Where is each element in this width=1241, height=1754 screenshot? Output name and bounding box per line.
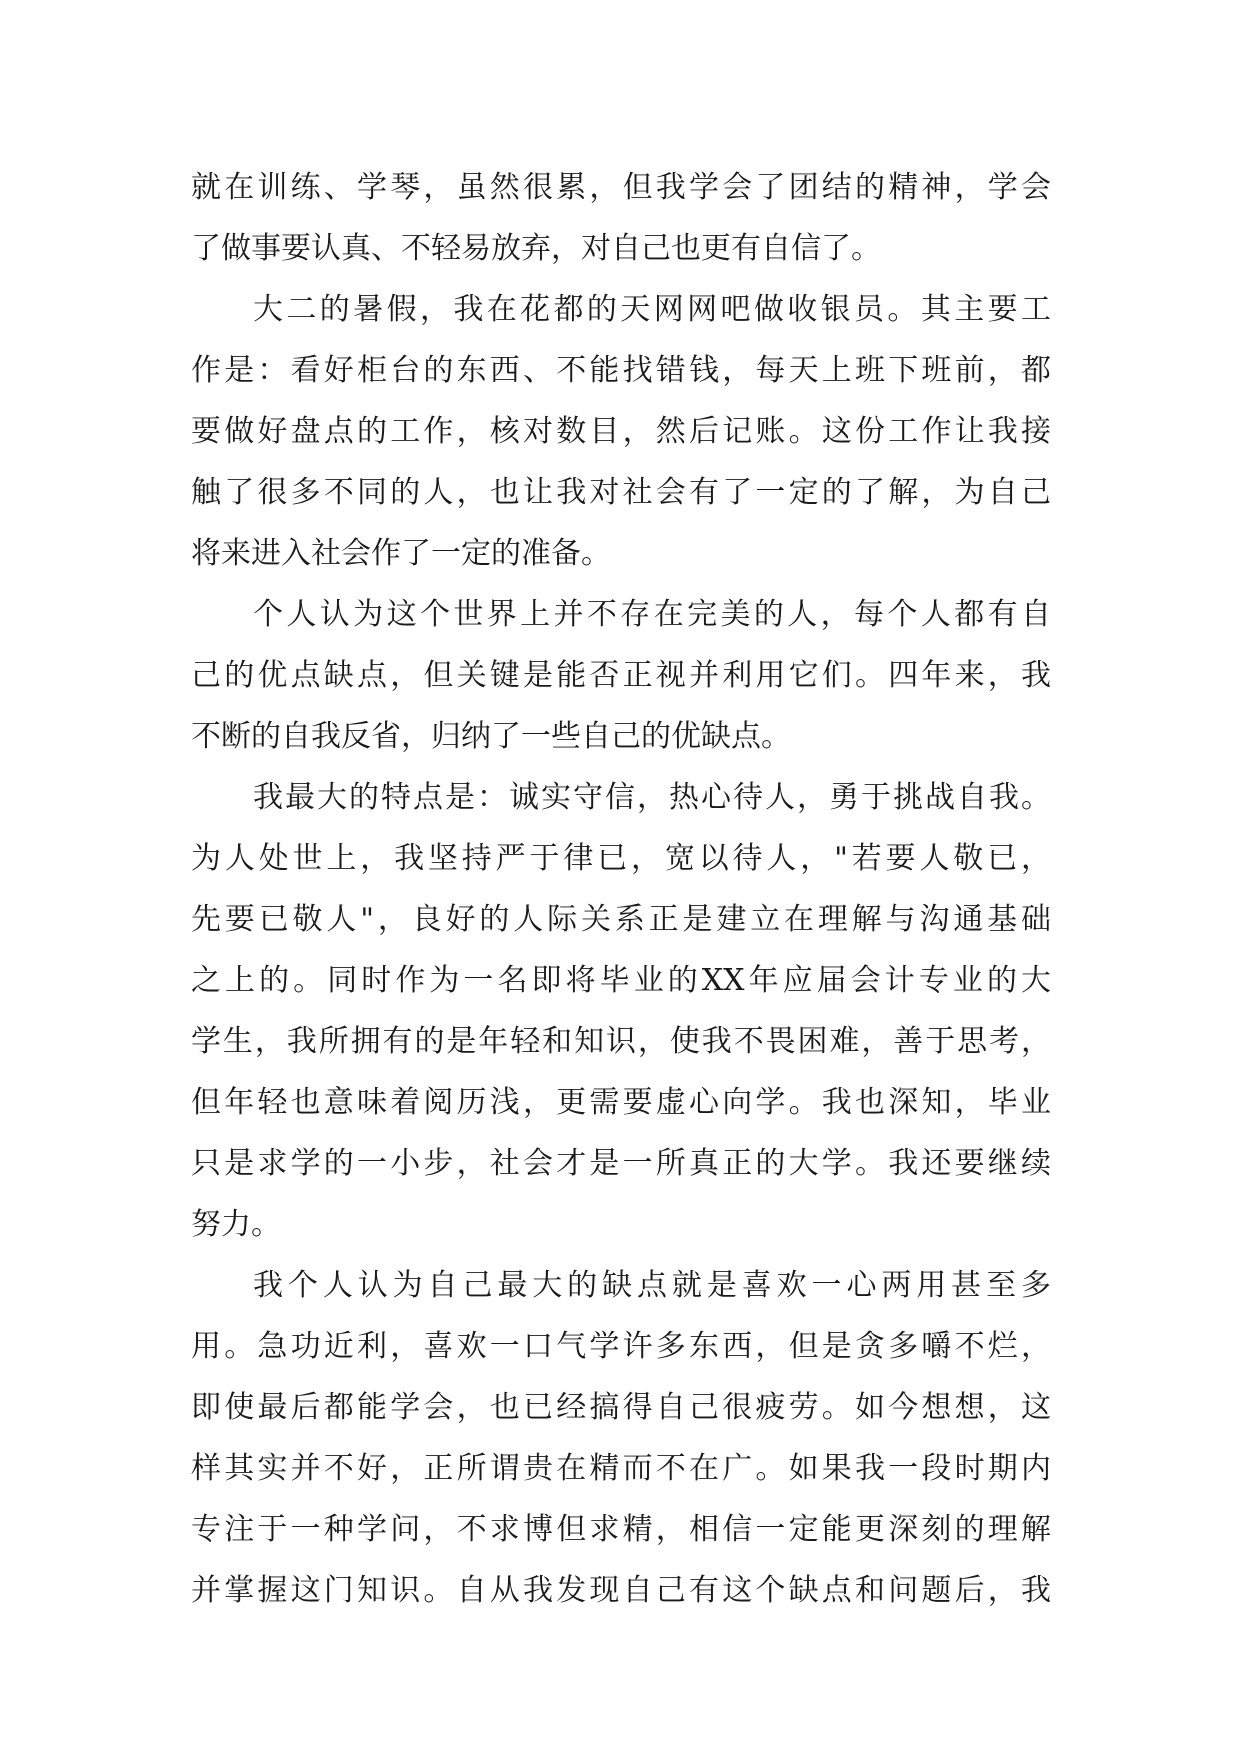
text-line: 触了很多不同的人，也让我对社会有了一定的了解，为自己 [191, 475, 1051, 510]
text-line: 不断的自我反省，归纳了一些自己的优缺点。 [191, 719, 791, 754]
text-line: 专注于一种学问，不求博但求精，相信一定能更深刻的理解 [191, 1512, 1051, 1547]
paragraph-4 [191, 767, 1051, 1255]
text-line: 并掌握这门知识。自从我发现自己有这个缺点和问题后，我 [191, 1573, 1051, 1608]
text-line: 大二的暑假，我在花都的天网网吧做收银员。其主要工 [253, 292, 1051, 327]
text-line: 样其实并不好，正所谓贵在精而不在广。如果我一段时期内 [191, 1451, 1051, 1486]
text-line: 我个人认为自己最大的缺点就是喜欢一心两用甚至多 [253, 1268, 1051, 1303]
text-line: 之上的。同时作为一名即将毕业的XX年应届会计专业的大 [191, 963, 1051, 998]
paragraph-5 [191, 1255, 1051, 1621]
text-line: 先要已敬人"，良好的人际关系正是建立在理解与沟通基础 [191, 902, 1051, 937]
text-line: 了做事要认真、不轻易放弃，对自己也更有自信了。 [191, 231, 881, 266]
paragraph-1 [191, 157, 1051, 279]
text-line: 要做好盘点的工作，核对数目，然后记账。这份工作让我接 [191, 414, 1051, 449]
text-line: 只是求学的一小步，社会才是一所真正的大学。我还要继续 [191, 1146, 1051, 1181]
paragraph-3 [191, 584, 1051, 767]
text-line: 即使最后都能学会，也已经搞得自己很疲劳。如今想想，这 [191, 1390, 1051, 1425]
document-body [191, 157, 1051, 1621]
text-line: 就在训练、学琴，虽然很累，但我学会了团结的精神，学会 [191, 170, 1051, 205]
text-line: 个人认为这个世界上并不存在完美的人，每个人都有自 [253, 597, 1051, 632]
paragraph-2 [191, 279, 1051, 584]
text-line: 用。急功近利，喜欢一口气学许多东西，但是贪多嚼不烂， [191, 1329, 1051, 1364]
text-line: 为人处世上，我坚持严于律已，宽以待人，"若要人敬已， [191, 841, 1051, 876]
text-line: 将来进入社会作了一定的准备。 [191, 536, 611, 571]
text-line: 我最大的特点是：诚实守信，热心待人，勇于挑战自我。 [253, 780, 1051, 815]
text-line: 努力。 [191, 1207, 281, 1242]
text-line: 但年轻也意味着阅历浅，更需要虚心向学。我也深知，毕业 [191, 1085, 1051, 1120]
text-line: 己的优点缺点，但关键是能否正视并利用它们。四年来，我 [191, 658, 1051, 693]
text-line: 作是：看好柜台的东西、不能找错钱，每天上班下班前，都 [191, 353, 1051, 388]
text-line: 学生，我所拥有的是年轻和知识，使我不畏困难，善于思考， [191, 1024, 1051, 1059]
